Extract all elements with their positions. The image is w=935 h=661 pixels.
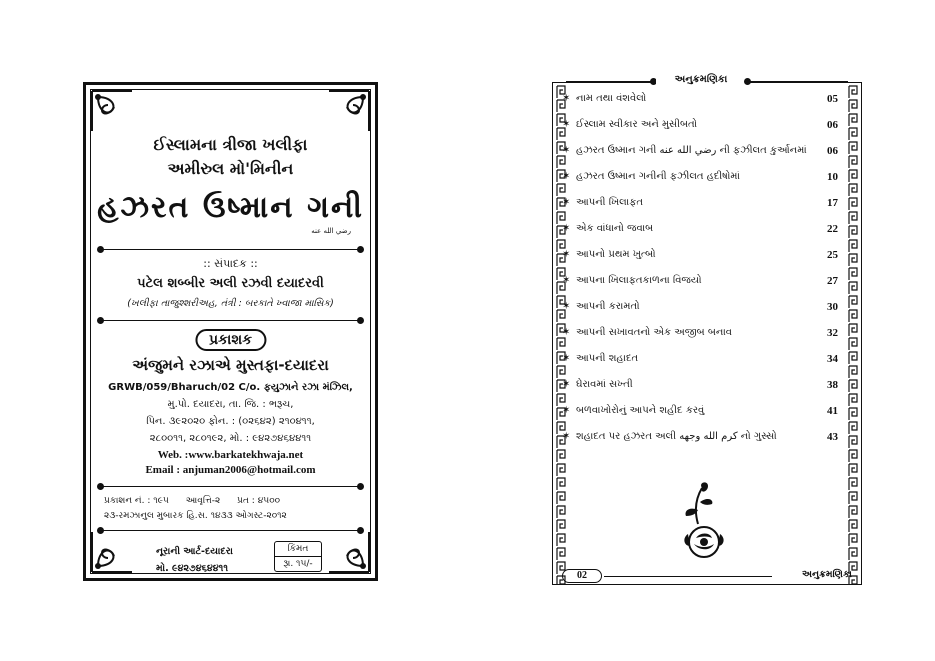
bullet-star-icon: ✶ [562, 379, 571, 390]
toc-row [562, 404, 838, 422]
bullet-star-icon: ✶ [562, 275, 571, 286]
edition-copies: પ્રત : ૪૫૦૦ [237, 496, 281, 506]
press-name: નૂરાની આર્ટ-દયાદરા [156, 546, 233, 557]
toc-page [552, 74, 862, 590]
bullet-star-icon: ✶ [562, 327, 571, 338]
page-footer [562, 569, 852, 583]
press-phone: મો. ૯૪૨૭૪૬૪૪૧૧ [156, 563, 228, 574]
toc-entry-text: હઝરત ઉષ્માન ગની رضي الله عنه ની ફઝીલત કુર્આનમાં [576, 145, 807, 156]
toc-entry-page: 38 [827, 379, 838, 391]
toc-entry-text: બળવાખોરોનું આપને શહીદ કરવું [576, 405, 705, 416]
divider-dot-icon [97, 483, 104, 490]
toc-row [562, 118, 838, 136]
toc-entry-page: 10 [827, 171, 838, 183]
edition-info [104, 496, 294, 506]
toc-entry-page: 34 [827, 353, 838, 365]
cover-title-line2: અમીરુલ મો'મિનીન [167, 159, 294, 178]
toc-entry-page: 25 [827, 249, 838, 261]
header-line [748, 81, 848, 82]
bullet-star-icon: ✶ [562, 93, 571, 104]
toc-entry-page: 17 [827, 197, 838, 209]
toc-row [562, 352, 838, 370]
bullet-star-icon: ✶ [562, 405, 571, 416]
press-info [156, 543, 233, 577]
cover-title-line1: ઈસ્લામના ત્રીજા ખલીફા [153, 135, 308, 154]
address-line: મુ.પો. દયાદરા, તા. જિ. : ભરૂચ, [167, 399, 294, 410]
divider-dot-icon [97, 317, 104, 324]
divider [100, 530, 361, 531]
toc-entry-page: 32 [827, 327, 838, 339]
toc-row [562, 300, 838, 318]
editor-label: :: સંપાદક :: [203, 257, 258, 270]
toc-row [562, 196, 838, 214]
corner-ornament-icon [88, 528, 136, 576]
toc-row [562, 170, 838, 188]
toc-row [562, 430, 838, 448]
bullet-star-icon: ✶ [562, 301, 571, 312]
toc-entry-text: એક વાંધાનો જવાબ [576, 223, 654, 234]
publisher-label: પ્રકાશક [195, 329, 266, 351]
toc-entry-page: 22 [827, 223, 838, 235]
toc-entry-text: ઈસ્લામ સ્વીકાર અને મુસીબતો [576, 119, 698, 130]
header-line [566, 81, 654, 82]
toc-entry-text: આપના ખિલાફતકાળના વિજયો [576, 275, 702, 286]
bullet-star-icon: ✶ [562, 119, 571, 130]
toc-entry-text: હઝરત ઉષ્માન ગનીની ફઝીલત હદીષોમાં [576, 171, 740, 182]
toc-entry-text: આપની ખિલાફત [576, 197, 643, 208]
page-number: 02 [562, 569, 602, 583]
divider-dot-icon [357, 317, 364, 324]
toc-entry-text: આપની શહાદત [576, 353, 639, 364]
toc-header [552, 74, 862, 90]
price-value: રૂા. ૧૫/- [283, 559, 313, 569]
toc-title: અનુક્રમણિકા [656, 74, 746, 85]
toc-row [562, 248, 838, 266]
bullet-star-icon: ✶ [562, 145, 571, 156]
rose-icon [678, 480, 734, 562]
honorific-calligraphy: رضي الله عنه [311, 227, 351, 235]
toc-entry-text: શહાદત પર હઝરત અલી كرم الله وجهه નો ગુસ્સો [576, 431, 777, 442]
bullet-star-icon: ✶ [562, 431, 571, 442]
toc-entry-page: 43 [827, 431, 838, 443]
corner-ornament-icon [325, 87, 373, 135]
toc-row [562, 326, 838, 344]
corner-ornament-icon [325, 528, 373, 576]
cover-page [83, 82, 378, 581]
bullet-star-icon: ✶ [562, 353, 571, 364]
toc-row [562, 222, 838, 240]
toc-entry-text: આપનો પ્રથમ ખુત્બો [576, 249, 656, 260]
price-label: કિંમત [275, 542, 321, 557]
toc-entry-page: 27 [827, 275, 838, 287]
bullet-star-icon: ✶ [562, 223, 571, 234]
toc-row [562, 92, 838, 110]
cover-main-title: હઝરત ઉષ્માન ગની [97, 190, 364, 225]
divider-dot-icon [357, 246, 364, 253]
editor-name: પટેલ શબ્બીર અલી રઝવી દયાદરવી [137, 276, 324, 291]
toc-entry-page: 05 [827, 93, 838, 105]
toc-entry-page: 06 [827, 119, 838, 131]
edition-number: પ્રકાશન નં. : ૧૯૫ [104, 496, 169, 506]
toc-entry-text: ઘેરાવમાં સખ્તી [576, 379, 633, 390]
greek-key-border-icon [847, 85, 859, 585]
divider [100, 320, 361, 321]
divider-dot-icon [97, 246, 104, 253]
bullet-star-icon: ✶ [562, 197, 571, 208]
toc-entry-text: આપની કરામતો [576, 301, 640, 312]
address-line: GRWB/059/Bharuch/02 C/o. ફયુઝાને રઝા મંઝિલ, [108, 382, 353, 393]
divider [100, 486, 361, 487]
toc-entry-text: આપની સખાવતનો એક અજીબ બનાવ [576, 327, 733, 338]
toc-row [562, 378, 838, 396]
divider-dot-icon [97, 527, 104, 534]
toc-entry-text: નામ તથા વંશવેલો [576, 93, 647, 104]
divider [100, 249, 361, 250]
price-box [274, 541, 322, 572]
bullet-star-icon: ✶ [562, 171, 571, 182]
toc-entry-page: 41 [827, 405, 838, 417]
bullet-star-icon: ✶ [562, 249, 571, 260]
editor-subtitle: (ખલીફા તાજુશ્શરીઅહ, તંત્રી : બરકાતે ખ્વાજા માસિક) [127, 298, 334, 309]
address-line: પિન. ૩૯૨૦૨૦ ફોન. : (૦૨૬૪૨) ૨૧૦૪૧૧, [146, 416, 315, 427]
edition-date: ૨૩-રમઝાનુલ મુબારક હિ.સ. ૧૪૩૩ ઓગસ્ટ-૨૦૧૨ [104, 511, 287, 521]
toc-row [562, 274, 838, 292]
publisher-name: અંજુમને રઝાએ મુસ્તફા-દયાદરા [132, 356, 329, 374]
email: Email : anjuman2006@hotmail.com [145, 464, 316, 476]
divider-dot-icon [357, 527, 364, 534]
divider-dot-icon [357, 483, 364, 490]
toc-row [562, 144, 838, 162]
edition-version: આવૃત્તિ-૨ [185, 496, 221, 506]
toc-entry-page: 30 [827, 301, 838, 313]
footer-line [604, 576, 772, 577]
corner-ornament-icon [88, 87, 136, 135]
address-line: ૨૮૦૦૧૧, ૨૮૦૧૯૨, મો. : ૯૪૨૭૪૬૪૪૧૧ [149, 433, 312, 444]
footer-label: અનુક્રમણિકા [802, 569, 852, 580]
website: Web. :www.barkatekhwaja.net [157, 449, 304, 461]
toc-entry-page: 06 [827, 145, 838, 157]
